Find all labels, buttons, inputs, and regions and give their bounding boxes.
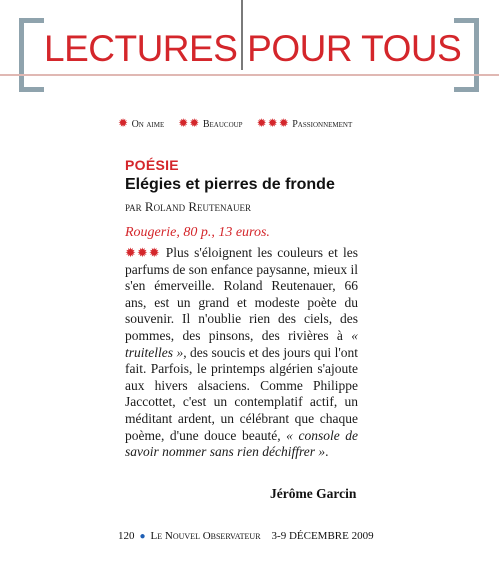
star-icon: ✹ bbox=[118, 116, 130, 130]
bullet-dot-icon: ● bbox=[139, 530, 146, 542]
review-signature: Jérôme Garcin bbox=[270, 486, 357, 501]
book-title: Elégies et pierres de fronde bbox=[125, 176, 335, 193]
page-footer bbox=[118, 530, 374, 542]
section-heading: LECTURES POUR TOUS bbox=[44, 28, 462, 69]
author-byline: par Roland Reutenauer bbox=[125, 199, 252, 214]
legend-three-stars bbox=[257, 116, 353, 131]
left-bracket-decoration bbox=[19, 18, 44, 92]
legend-two-stars bbox=[178, 116, 242, 131]
star-icon: ✹✹ bbox=[178, 116, 201, 130]
legend-label: Beaucoup bbox=[202, 119, 243, 130]
review-body bbox=[125, 245, 358, 461]
review-text: Plus s'éloignent les couleurs et les parfums de son enfance paysanne, mieux il s'en émerveille. Roland Reutenauer, 66 ans, est un grand et modeste poète du souvenir. Il n'oublie rien des ciels, des pommes, des pinsons, des rivières à bbox=[125, 245, 358, 343]
issue-date: 3-9 DÉCEMBRE 2009 bbox=[271, 530, 374, 542]
publication-name: Le Nouvel Observateur bbox=[150, 530, 261, 542]
review-quote: « console de savoir nommer sans rien déchiffrer » bbox=[125, 427, 359, 460]
publisher-info: Rougerie, 80 p., 13 euros. bbox=[125, 225, 270, 240]
review-text: . bbox=[325, 444, 329, 460]
star-icon: ✹✹✹ bbox=[256, 116, 290, 130]
legend-label: Passionnement bbox=[292, 119, 353, 130]
review-text: , des soucis et des jours qui l'ont fait. Parfois, le printemps algérien s'ajoute aux hivers alsaciens. Comme Philippe Jaccottet, c'est un contemplatif actif, un méditant ardent, un célébrant que chaque poème, d'une douce beauté, bbox=[125, 344, 359, 443]
rating-stars-icon: ✹✹✹ bbox=[125, 245, 161, 260]
review-quote: « truitelles » bbox=[125, 327, 358, 360]
page-number: 120 bbox=[118, 530, 135, 542]
category-label: POÉSIE bbox=[125, 157, 179, 173]
legend-label: On aime bbox=[131, 119, 165, 130]
legend-one-star bbox=[118, 116, 164, 131]
rating-legend bbox=[118, 116, 352, 131]
horizontal-rule bbox=[0, 74, 499, 76]
